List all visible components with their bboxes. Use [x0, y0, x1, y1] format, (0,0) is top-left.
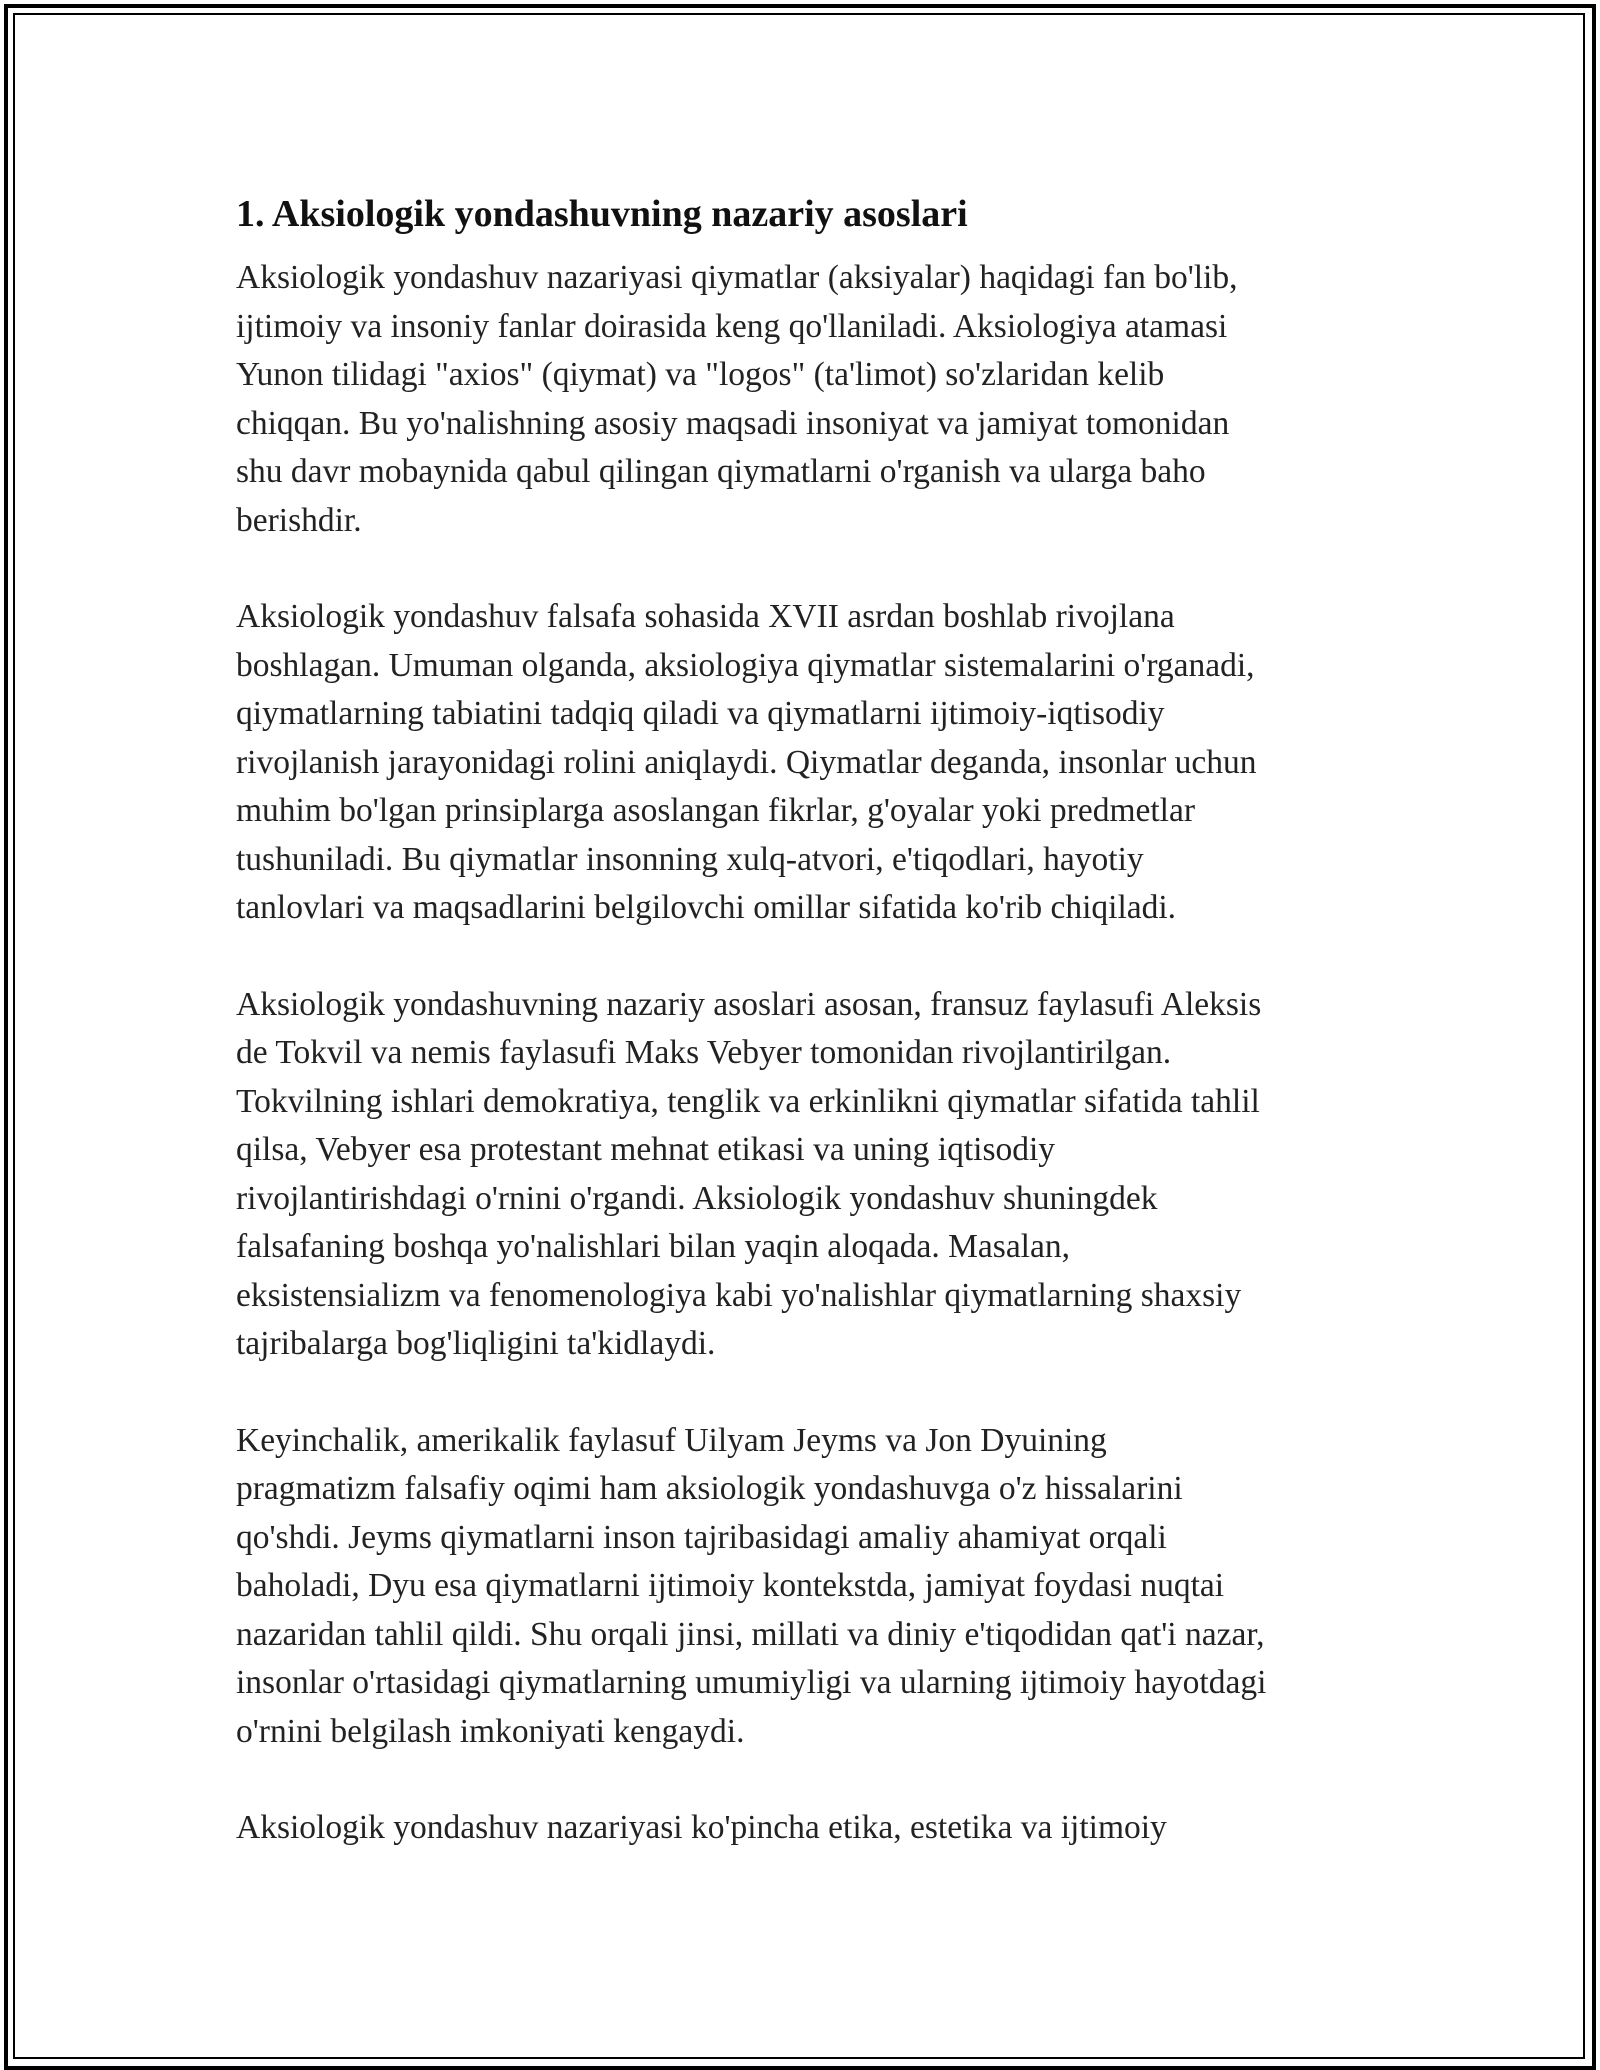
text-line: Keyinchalik, amerikalik faylasuf Uilyam Jeyms va Jon Dyuining: [236, 1421, 1107, 1459]
text-line: chiqqan. Bu yo'nalishning asosiy maqsadi insoniyat va jamiyat tomonidan: [236, 404, 1230, 442]
text-line: Aksiologik yondashuv falsafa sohasida XVII asrdan boshlab rivojlana: [236, 598, 1175, 635]
text-line: nazaridan tahlil qildi. Shu orqali jinsi, millati va diniy e'tiqodidan qat'i nazar,: [236, 1615, 1265, 1653]
section-heading: 1. Aksiologik yondashuvning nazariy asoslari: [236, 193, 968, 235]
text-line: eksistensializm va fenomenologiya kabi yo'nalishlar qiymatlarning shaxsiy: [236, 1276, 1242, 1314]
text-line: tushuniladi. Bu qiymatlar insonning xulq-atvori, e'tiqodlari, hayotiy: [236, 840, 1144, 878]
text-line: qiymatlarning tabiatini tadqiq qiladi va qiymatlarni ijtimoiy-iqtisodiy: [236, 695, 1165, 732]
text-line: rivojlanish jarayonidagi rolini aniqlaydi. Qiymatlar deganda, insonlar uchun: [236, 743, 1257, 781]
text-line: rivojlantirishdagi o'rnini o'rgandi. Aksiologik yondashuv shuningdek: [236, 1179, 1158, 1217]
paragraph-4: [236, 1417, 1386, 1757]
text-line: boshlagan. Umuman olganda, aksiologiya qiymatlar sistemalarini o'rganadi,: [236, 646, 1255, 684]
text-line: baholadi, Dyu esa qiymatlarni ijtimoiy kontekstda, jamiyat foydasi nuqtai: [236, 1567, 1225, 1604]
text-line: Aksiologik yondashuv nazariyasi ko'pincha etika, estetika va ijtimoiy: [236, 1809, 1167, 1846]
paragraph-5: [236, 1804, 1386, 1853]
text-line: tajribalarga bog'liqligini ta'kidlaydi.: [236, 1325, 716, 1362]
text-line: Aksiologik yondashuv nazariyasi qiymatlar (aksiyalar) haqidagi fan bo'lib,: [236, 259, 1238, 296]
text-line: muhim bo'lgan prinsiplarga asoslangan fikrlar, g'oyalar yoki predmetlar: [236, 792, 1196, 829]
text-line: pragmatizm falsafiy oqimi ham aksiologik yondashuvga o'z hissalarini: [236, 1470, 1183, 1507]
text-line: o'rnini belgilash imkoniyati kengaydi.: [236, 1712, 745, 1750]
paragraph-3: [236, 981, 1386, 1369]
text-line: ijtimoiy va insoniy fanlar doirasida keng qo'llaniladi. Aksiologiya atamasi: [236, 307, 1228, 345]
text-line: Aksiologik yondashuvning nazariy asoslari asosan, fransuz faylasufi Aleksis: [236, 985, 1262, 1023]
text-line: falsafaning boshqa yo'nalishlari bilan yaqin aloqada. Masalan,: [236, 1228, 1070, 1265]
text-line: insonlar o'rtasidagi qiymatlarning umumiyligi va ularning ijtimoiy hayotdagi: [236, 1664, 1267, 1701]
text-line: qilsa, Vebyer esa protestant mehnat etikasi va uning iqtisodiy: [236, 1131, 1056, 1168]
text-line: Tokvilning ishlari demokratiya, tenglik va erkinlikni qiymatlar sifatida tahlil: [236, 1082, 1260, 1120]
document-body: [236, 186, 1386, 1901]
paragraph-2: [236, 593, 1386, 933]
text-line: de Tokvil va nemis faylasufi Maks Vebyer tomonidan rivojlantirilgan.: [236, 1034, 1172, 1071]
text-line: tanlovlari va maqsadlarini belgilovchi omillar sifatida ko'rib chiqiladi.: [236, 889, 1177, 926]
text-line: Yunon tilidagi "axios" (qiymat) va "logos" (ta'limot) so'zlaridan kelib: [236, 356, 1165, 393]
paragraph-1: [236, 254, 1386, 545]
text-line: berishdir.: [236, 501, 362, 539]
text-line: qo'shdi. Jeyms qiymatlarni inson tajribasidagi amaliy ahamiyat orqali: [236, 1518, 1167, 1556]
text-line: shu davr mobaynida qabul qilingan qiymatlarni o'rganish va ularga baho: [236, 453, 1206, 490]
